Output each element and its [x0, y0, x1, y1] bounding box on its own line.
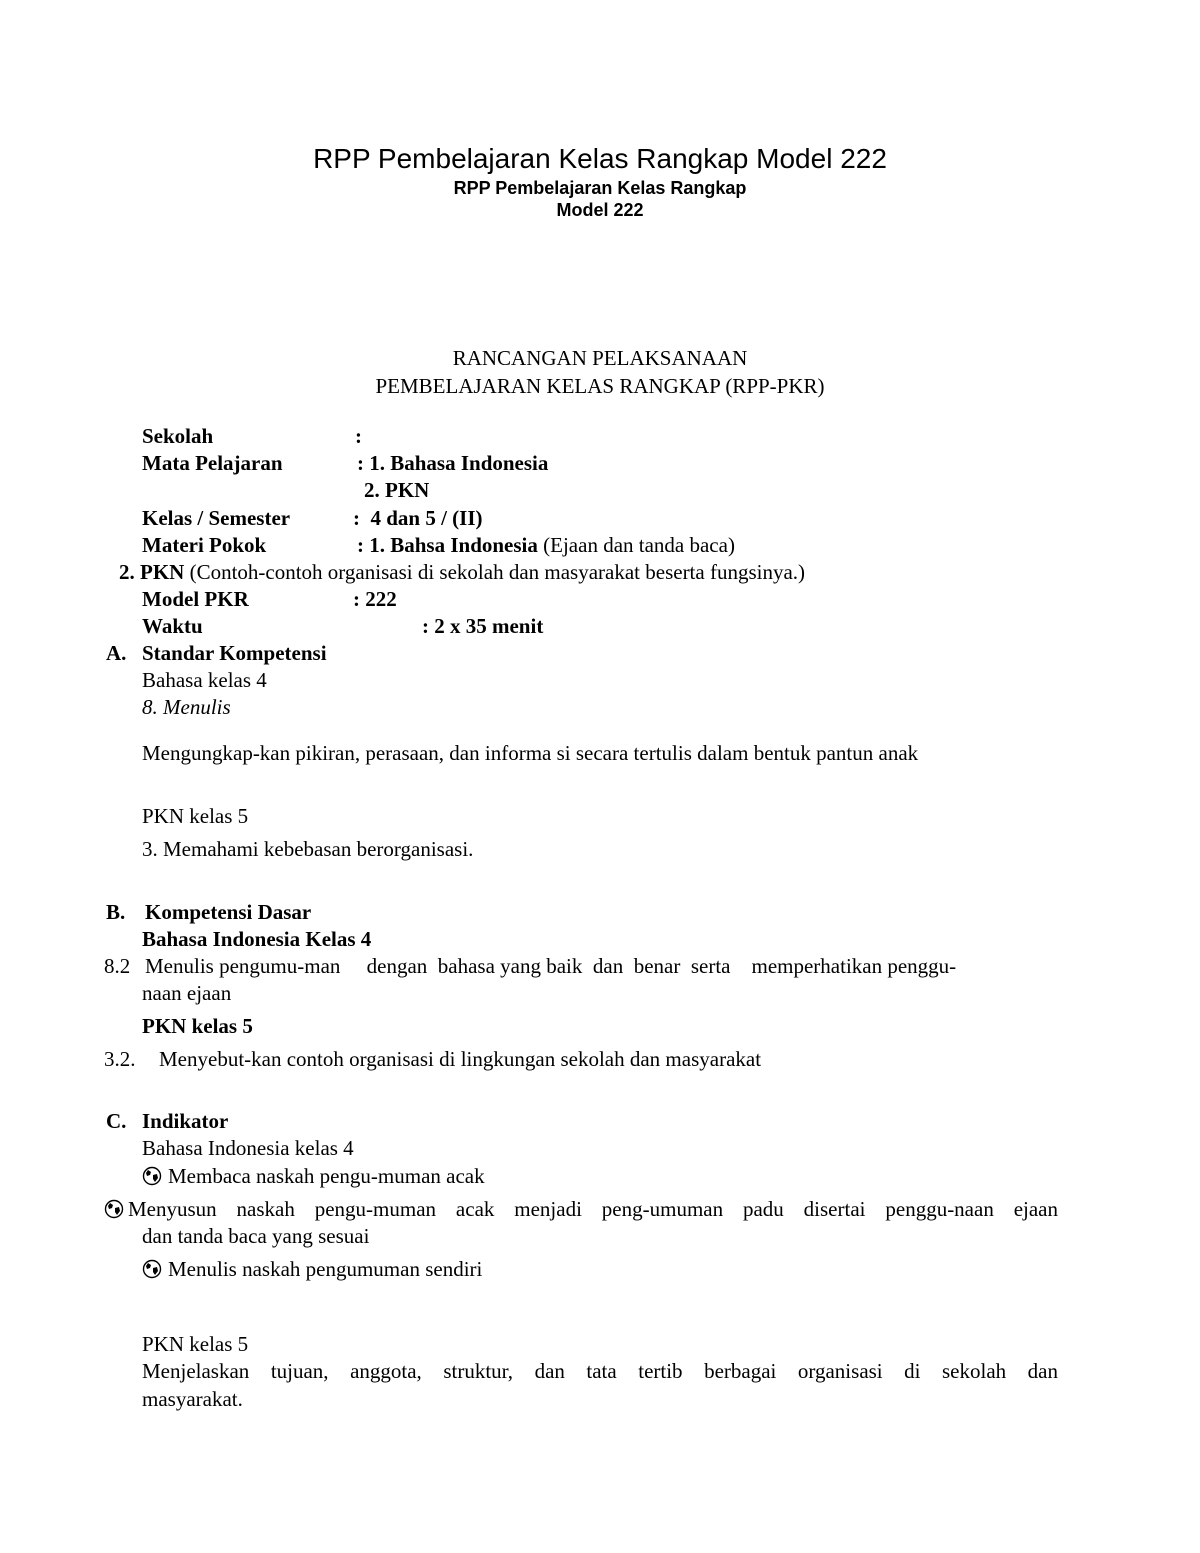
materi-value-rest: (Ejaan dan tanda baca): [537, 533, 735, 557]
section-a-bi-sub-text: 8. Menulis: [142, 695, 231, 719]
section-b-bi-text-1: Menulis pengumu-man dengan bahasa yang baik dan benar serta memperhatikan penggu-: [145, 954, 957, 978]
kelas-label: Kelas / Semester: [142, 506, 291, 530]
sekolah-label: Sekolah: [142, 424, 214, 448]
section-a-bi-text: Mengungkap-kan pikiran, perasaan, dan informa si secara tertulis dalam bentuk pantun anak: [142, 741, 919, 765]
indicator-item-1: [142, 1164, 485, 1189]
section-a-title: Standar Kompetensi: [142, 641, 327, 665]
section-c-pkn-line1: Menjelaskan tujuan, anggota, struktur, dan tata tertib berbagai organisasi di sekolah dan: [142, 1359, 1058, 1383]
sekolah-value: :: [355, 424, 362, 448]
indicator-item-3-text: Menulis naskah pengumuman sendiri: [168, 1257, 483, 1281]
section-b-bi-num: 8.2: [104, 954, 131, 978]
section-a-pkn-text: 3. Memahami kebebasan berorganisasi.: [142, 837, 474, 861]
section-b-bi-label: Bahasa Indonesia Kelas 4: [142, 927, 372, 951]
page-subtitle-line2: Model 222: [556, 200, 644, 220]
indicator-item-1-text: Membaca naskah pengu-muman acak: [168, 1164, 485, 1188]
section-b-letter: B.: [106, 900, 126, 924]
materi-2: [119, 560, 805, 585]
section-b-pkn-text: Menyebut-kan contoh organisasi di lingkungan sekolah dan masyarakat: [159, 1047, 762, 1071]
materi-value: [357, 533, 735, 558]
section-c-title: Indikator: [142, 1109, 229, 1133]
section-a-letter: A.: [106, 641, 127, 665]
materi2-bold: 2. PKN: [119, 560, 185, 584]
materi-label: Materi Pokok: [142, 533, 267, 557]
indicator-item-2: [104, 1197, 1058, 1222]
section-a-bi-sub: [142, 695, 231, 720]
section-c-letter: C.: [106, 1109, 127, 1133]
mapel-value-1: : 1. Bahasa Indonesia: [357, 451, 549, 475]
section-c-pkn-line2: masyarakat.: [142, 1387, 243, 1411]
section-c-pkn-label: PKN kelas 5: [142, 1332, 249, 1356]
section-b-pkn-num: 3.2.: [104, 1047, 136, 1071]
globe-icon: [142, 1166, 162, 1186]
section-b-title: Kompetensi Dasar: [145, 900, 312, 924]
kelas-value: : 4 dan 5 / (II): [353, 506, 483, 530]
section-b-pkn-label: PKN kelas 5: [142, 1014, 253, 1038]
section-c-bi-label: Bahasa Indonesia kelas 4: [142, 1136, 354, 1160]
waktu-label: Waktu: [142, 614, 203, 638]
section-b-bi-text-2: naan ejaan: [142, 981, 232, 1005]
indicator-item-2-line2: dan tanda baca yang sesuai: [142, 1224, 370, 1248]
section-a-bi-label: Bahasa kelas 4: [142, 668, 267, 692]
globe-icon: [142, 1259, 162, 1279]
globe-icon: [104, 1199, 124, 1219]
waktu-value: : 2 x 35 menit: [422, 614, 544, 638]
mapel-label: Mata Pelajaran: [142, 451, 283, 475]
materi-value-bold: : 1. Bahsa Indonesia: [357, 533, 538, 557]
indicator-item-2-line1: Menyusun naskah pengu-muman acak menjadi peng-umuman padu disertai penggu-naan ejaan: [128, 1197, 1058, 1221]
section-a-pkn-label: PKN kelas 5: [142, 804, 249, 828]
model-value: : 222: [353, 587, 397, 611]
doc-title-line2: PEMBELAJARAN KELAS RANGKAP (RPP-PKR): [375, 374, 825, 398]
materi-row: [142, 533, 266, 558]
indicator-item-3: [142, 1257, 482, 1282]
page-title: RPP Pembelajaran Kelas Rangkap Model 222: [313, 143, 887, 174]
doc-title-line1: RANCANGAN PELAKSANAAN: [452, 346, 748, 370]
mapel-value-2: 2. PKN: [364, 478, 430, 502]
page-subtitle-line1: RPP Pembelajaran Kelas Rangkap: [453, 178, 747, 198]
model-label: Model PKR: [142, 587, 249, 611]
materi2-rest: (Contoh-contoh organisasi di sekolah dan masyarakat beserta fungsinya.): [184, 560, 806, 584]
indicator-item-2-line1-wrap: [104, 1197, 1058, 1222]
